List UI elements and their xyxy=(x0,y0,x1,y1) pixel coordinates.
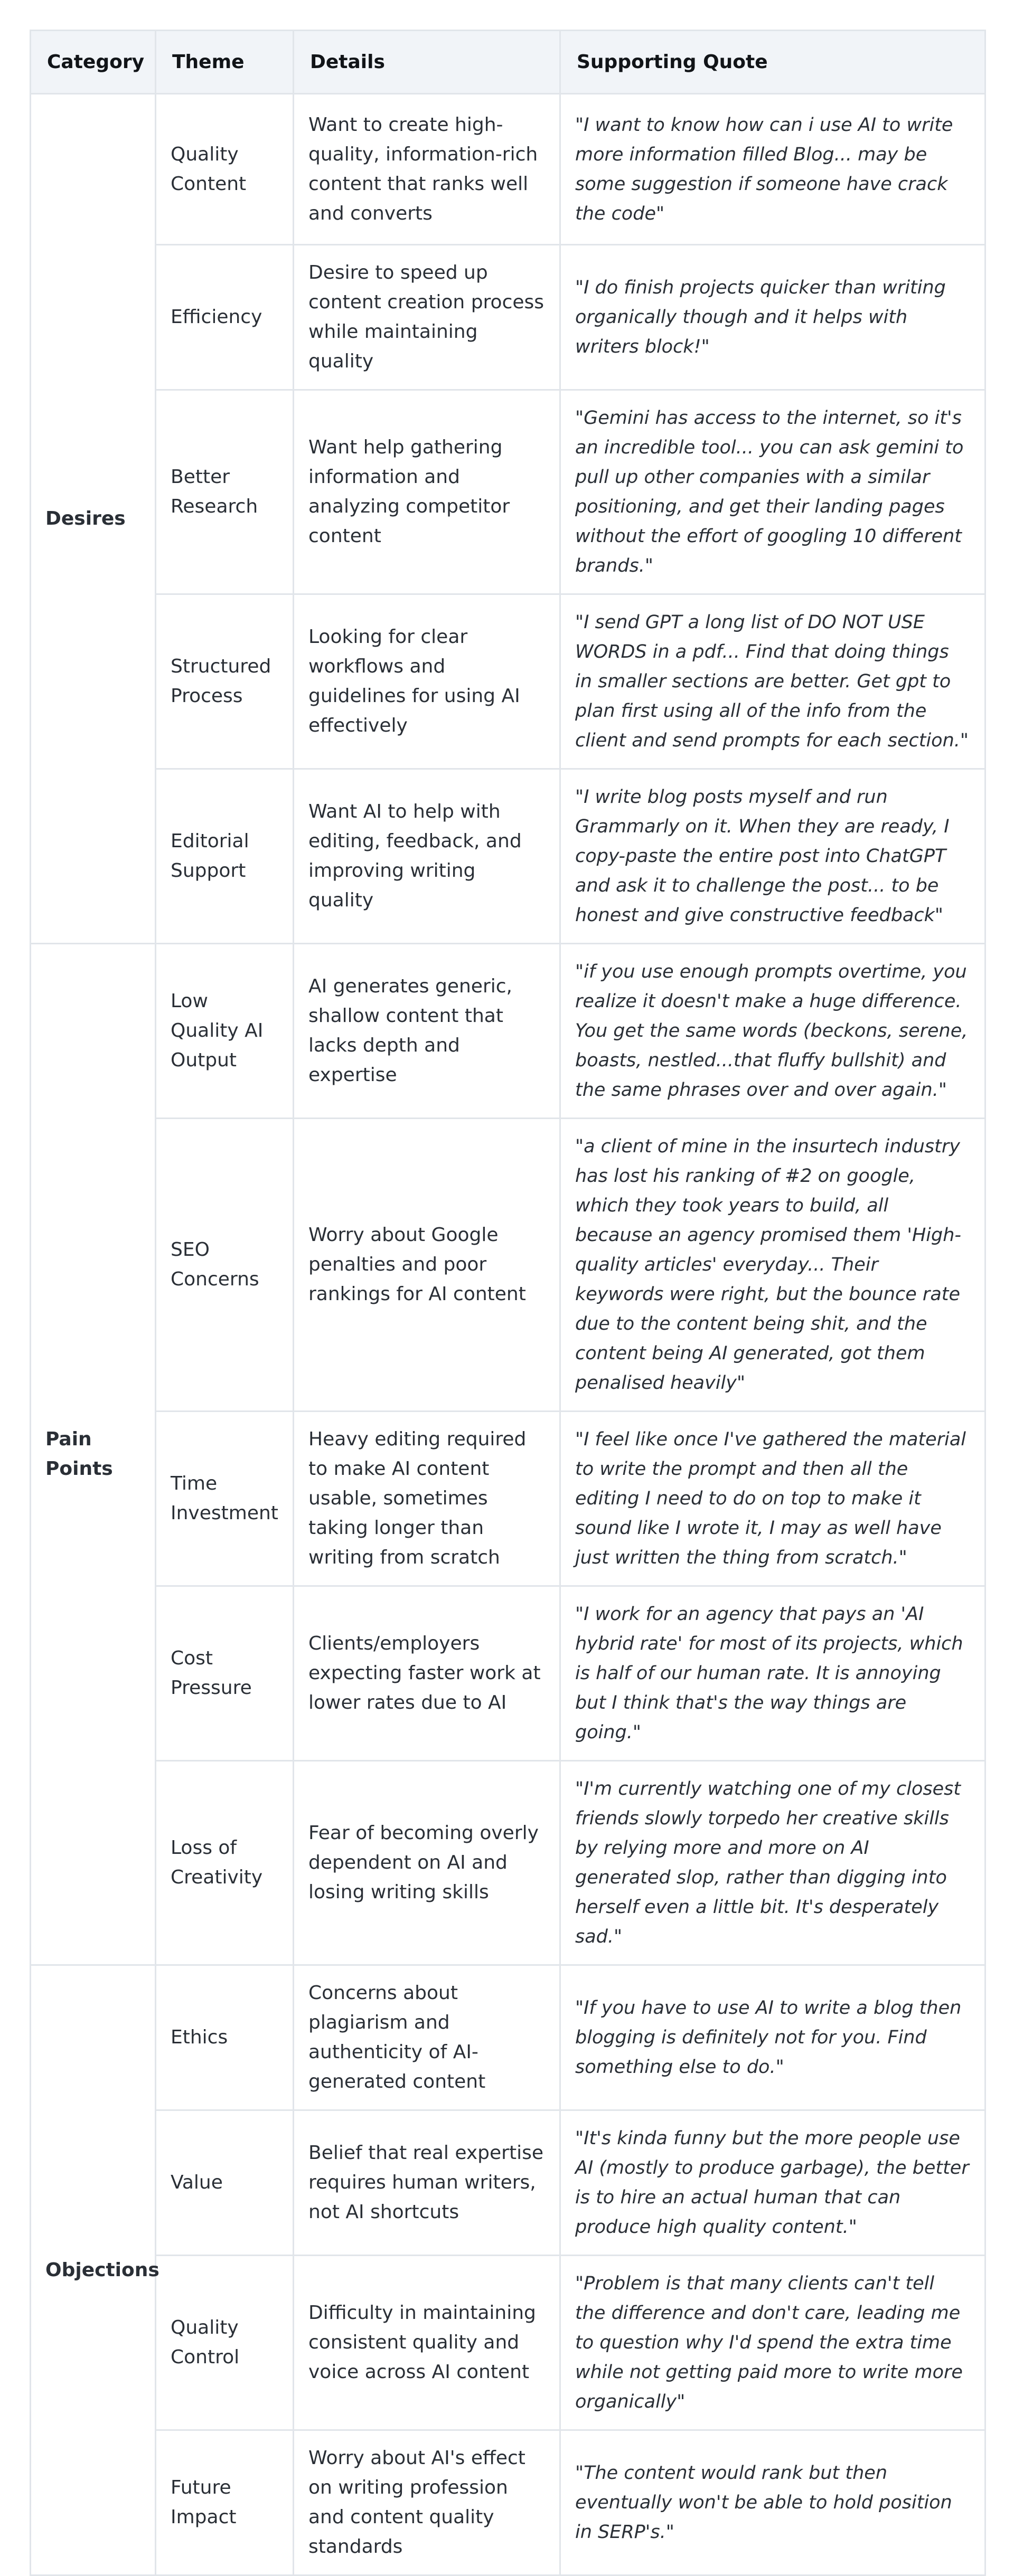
table-row xyxy=(31,94,985,245)
details-cell: Desire to speed up content creation process while maintaining quality xyxy=(294,245,560,390)
supporting-quote-cell: "I write blog posts myself and run Grammarly on it. When they are ready, I copy-paste the entire post into ChatGPT and ask it to challenge the post... to be honest and give constructive feedback" xyxy=(560,769,985,944)
theme-cell: Quality Control xyxy=(156,2256,294,2430)
table-row xyxy=(31,245,985,390)
supporting-quote-cell: "I send GPT a long list of DO NOT USE WORDS in a pdf... Find that doing things in smaller sections are better. Get gpt to plan first using all of the info from the client and send prompts for each section." xyxy=(560,594,985,769)
category-cell: Pain Points xyxy=(31,944,156,1965)
theme-cell: Better Research xyxy=(156,390,294,594)
table-row xyxy=(31,1586,985,1761)
header-category: Category xyxy=(31,31,156,94)
table-row xyxy=(31,2110,985,2256)
supporting-quote-cell: "I want to know how can i use AI to write more information filled Blog... may be some suggestion if someone have crack the code" xyxy=(560,94,985,245)
supporting-quote-cell: "It's kinda funny but the more people use AI (mostly to produce garbage), the better is to hire an actual human that can produce high quality content." xyxy=(560,2110,985,2256)
supporting-quote-cell: "If you have to use AI to write a blog then blogging is definitely not for you. Find something else to do." xyxy=(560,1965,985,2110)
theme-cell: Cost Pressure xyxy=(156,1586,294,1761)
table-header xyxy=(31,31,985,94)
theme-cell: SEO Concerns xyxy=(156,1119,294,1412)
details-cell: Want to create high-quality, information-rich content that ranks well and converts xyxy=(294,94,560,245)
details-cell: Worry about AI's effect on writing profession and content quality standards xyxy=(294,2430,560,2575)
table-row xyxy=(31,944,985,1119)
table-row xyxy=(31,2256,985,2430)
theme-cell: Structured Process xyxy=(156,594,294,769)
supporting-quote-cell: "The content would rank but then eventually won't be able to hold position in SERP's." xyxy=(560,2430,985,2575)
table-row xyxy=(31,594,985,769)
header-details: Details xyxy=(294,31,560,94)
details-cell: Want help gathering information and analyzing competitor content xyxy=(294,390,560,594)
table-row xyxy=(31,390,985,594)
theme-cell: Value xyxy=(156,2110,294,2256)
details-cell: Belief that real expertise requires human writers, not AI shortcuts xyxy=(294,2110,560,2256)
theme-cell: Future Impact xyxy=(156,2430,294,2575)
theme-cell: Editorial Support xyxy=(156,769,294,944)
theme-cell: Low Quality AI Output xyxy=(156,944,294,1119)
theme-cell: Efficiency xyxy=(156,245,294,390)
table-body xyxy=(31,94,985,2575)
supporting-quote-cell: "if you use enough prompts overtime, you realize it doesn't make a huge difference. You get the same words (beckons, serene, boasts, nestled...that fluffy bullshit) and the same phrases over and over again." xyxy=(560,944,985,1119)
supporting-quote-cell: "Gemini has access to the internet, so it's an incredible tool... you can ask gemini to pull up other companies with a similar positioning, and get their landing pages without the effort of googling 10 different brands." xyxy=(560,390,985,594)
header-theme: Theme xyxy=(156,31,294,94)
supporting-quote-cell: "I do finish projects quicker than writing organically though and it helps with writers block!" xyxy=(560,245,985,390)
theme-cell: Loss of Creativity xyxy=(156,1761,294,1965)
table-row xyxy=(31,1119,985,1412)
details-cell: Want AI to help with editing, feedback, and improving writing quality xyxy=(294,769,560,944)
details-cell: Heavy editing required to make AI content usable, sometimes taking longer than writing from scratch xyxy=(294,1412,560,1586)
supporting-quote-cell: "I'm currently watching one of my closest friends slowly torpedo her creative skills by relying more and more on AI generated slop, rather than digging into herself even a little bit. It's desperately sad." xyxy=(560,1761,985,1965)
details-cell: Fear of becoming overly dependent on AI and losing writing skills xyxy=(294,1761,560,1965)
details-cell: AI generates generic, shallow content that lacks depth and expertise xyxy=(294,944,560,1119)
theme-cell: Quality Content xyxy=(156,94,294,245)
supporting-quote-cell: "I work for an agency that pays an 'AI hybrid rate' for most of its projects, which is half of our human rate. It is annoying but I think that's the way things are going." xyxy=(560,1586,985,1761)
themes-table xyxy=(30,30,986,2576)
table-row xyxy=(31,1412,985,1586)
table-row xyxy=(31,769,985,944)
supporting-quote-cell: "a client of mine in the insurtech industry has lost his ranking of #2 on google, which they took years to build, all because an agency promised them 'High-quality articles' everyday... Their keywords were right, but the bounce rate due to the content being shit, and the content being AI generated, got them penalised heavily" xyxy=(560,1119,985,1412)
theme-cell: Time Investment xyxy=(156,1412,294,1586)
details-cell: Concerns about plagiarism and authenticity of AI-generated content xyxy=(294,1965,560,2110)
details-cell: Difficulty in maintaining consistent quality and voice across AI content xyxy=(294,2256,560,2430)
theme-cell: Ethics xyxy=(156,1965,294,2110)
category-cell: Desires xyxy=(31,94,156,944)
themes-table-container xyxy=(30,30,984,2576)
table-row xyxy=(31,2430,985,2575)
table-row xyxy=(31,1965,985,2110)
header-row xyxy=(31,31,985,94)
table-row xyxy=(31,1761,985,1965)
supporting-quote-cell: "I feel like once I've gathered the material to write the prompt and then all the editing I need to do on top to make it sound like I wrote it, I may as well have just written the thing from scratch." xyxy=(560,1412,985,1586)
header-supporting-quote: Supporting Quote xyxy=(560,31,985,94)
details-cell: Worry about Google penalties and poor rankings for AI content xyxy=(294,1119,560,1412)
category-cell: Objections xyxy=(31,1965,156,2575)
details-cell: Looking for clear workflows and guidelines for using AI effectively xyxy=(294,594,560,769)
details-cell: Clients/employers expecting faster work at lower rates due to AI xyxy=(294,1586,560,1761)
supporting-quote-cell: "Problem is that many clients can't tell the difference and don't care, leading me to question why I'd spend the extra time while not getting paid more to write more organically" xyxy=(560,2256,985,2430)
